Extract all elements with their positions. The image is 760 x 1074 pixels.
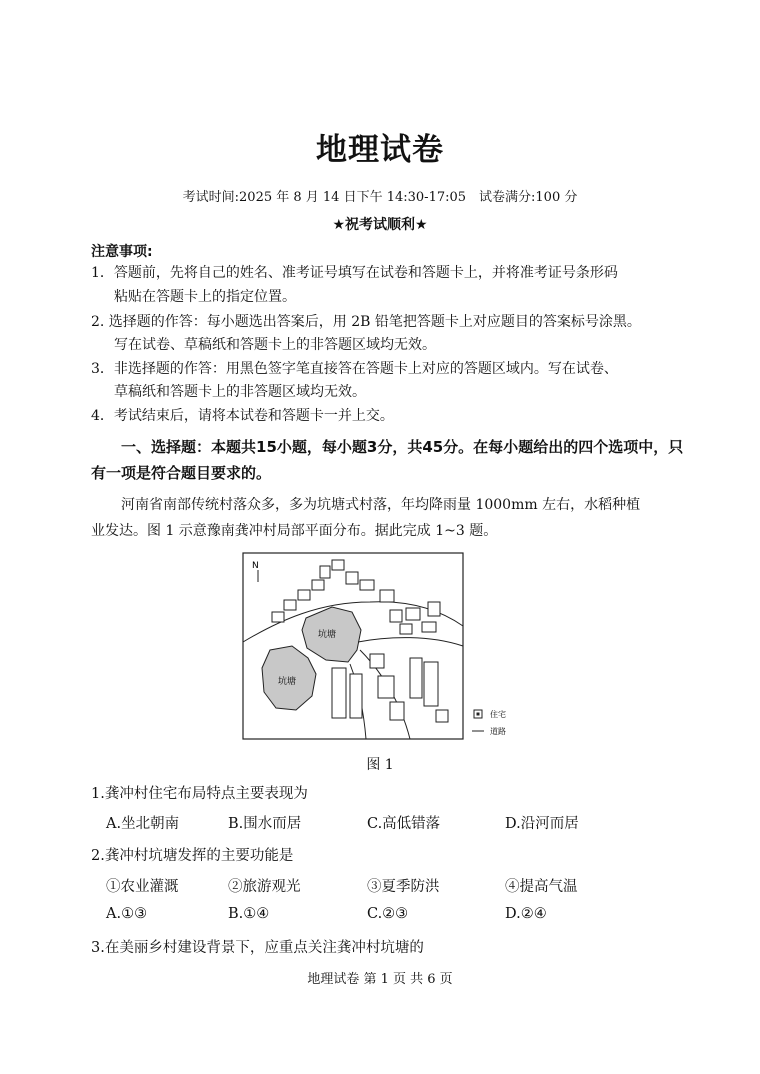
notice-item-3-line2: 草稿纸和答题卡上的非答题区域均无效。 — [114, 384, 366, 400]
house — [370, 654, 384, 668]
house — [436, 710, 448, 722]
question-1-stem: 1.龚冲村住宅布局特点主要表现为 — [91, 786, 308, 802]
figure-caption: 图 1 — [366, 757, 394, 773]
house — [410, 658, 422, 698]
pond-south-label: 坑塘 — [278, 677, 297, 687]
house — [272, 612, 284, 622]
house — [390, 702, 404, 720]
notice-item-3-line1: 3．非选择题的作答：用黑色签字笔直接答在答题卡上对应的答题区域内。写在试卷、 — [91, 361, 618, 377]
q2-statement-3: ③夏季防洪 — [367, 879, 440, 895]
house — [424, 662, 438, 706]
question-2-stem: 2.龚冲村坑塘发挥的主要功能是 — [91, 848, 294, 864]
house — [428, 602, 440, 616]
notice-item-2-line2: 写在试卷、草稿纸和答题卡上的非答题区域均无效。 — [114, 337, 436, 353]
house — [284, 600, 296, 610]
question-3-stem: 3.在美丽乡村建设背景下，应重点关注龚冲村坑塘的 — [91, 940, 424, 956]
house — [390, 610, 402, 622]
legend-road-label: 道路 — [490, 727, 506, 736]
q2-option-c[interactable]: C.②③ — [367, 906, 409, 922]
q2-option-b[interactable]: B.①④ — [228, 906, 270, 922]
exam-meta: 考试时间:2025 年 8 月 14 日下午 14:30-17:05 试卷满分:100 分 — [182, 190, 578, 205]
legend-house-dot — [477, 713, 480, 716]
house — [406, 608, 420, 620]
house — [400, 624, 412, 634]
wish-line: ★祝考试顺利★ — [332, 217, 428, 233]
q2-statement-2: ②旅游观光 — [228, 879, 301, 895]
notice-title: 注意事项: — [91, 244, 153, 260]
house — [346, 572, 358, 584]
house — [422, 622, 436, 632]
notice-item-4-line1: 4．考试结束后，请将本试卷和答题卡一并上交。 — [91, 408, 394, 424]
house — [378, 676, 394, 698]
q1-option-c[interactable]: C.高低错落 — [367, 816, 441, 832]
house — [350, 674, 362, 718]
q2-statement-4: ④提高气温 — [505, 879, 578, 895]
village-map-figure — [240, 550, 530, 745]
q1-option-b[interactable]: B.围水而居 — [228, 816, 302, 832]
passage-line2: 业发达。图 1 示意豫南龚冲村局部平面分布。据此完成 1~3 题。 — [91, 523, 498, 539]
section1-line2: 有一项是符合题目要求的。 — [91, 464, 272, 482]
house — [332, 560, 344, 570]
notice-item-2-line1: 2. 选择题的作答：每小题选出答案后，用 2B 铅笔把答题卡上对应题目的答案标号涂黑。 — [91, 314, 641, 330]
house — [360, 580, 374, 590]
notice-item-1-line2: 粘贴在答题卡上的指定位置。 — [114, 289, 296, 305]
q2-option-a[interactable]: A.①③ — [106, 906, 148, 922]
q2-statement-1: ①农业灌溉 — [106, 879, 179, 895]
q2-option-d[interactable]: D.②④ — [505, 906, 547, 922]
house — [312, 580, 324, 590]
q1-option-d[interactable]: D.沿河而居 — [505, 816, 579, 832]
legend-house-label: 住宅 — [490, 710, 506, 719]
section1-line1: 一、选择题：本题共15小题，每小题3分，共45分。在每小题给出的四个选项中，只 — [121, 438, 684, 456]
page-footer: 地理试卷 第 1 页 共 6 页 — [307, 972, 453, 987]
q1-option-a[interactable]: A.坐北朝南 — [106, 816, 180, 832]
north-label: N — [252, 561, 259, 571]
passage-line1: 河南省南部传统村落众多，多为坑塘式村落，年均降雨量 1000mm 左右，水稻种植 — [121, 497, 641, 513]
pond-north-label: 坑塘 — [318, 630, 337, 640]
house — [298, 590, 310, 600]
house — [332, 668, 346, 718]
house — [380, 590, 394, 602]
page-title: 地理试卷 — [316, 132, 444, 168]
house — [320, 566, 330, 578]
notice-item-1-line1: 1．答题前，先将自己的姓名、准考证号填写在试卷和答题卡上，并将准考证号条形码 — [91, 265, 618, 281]
